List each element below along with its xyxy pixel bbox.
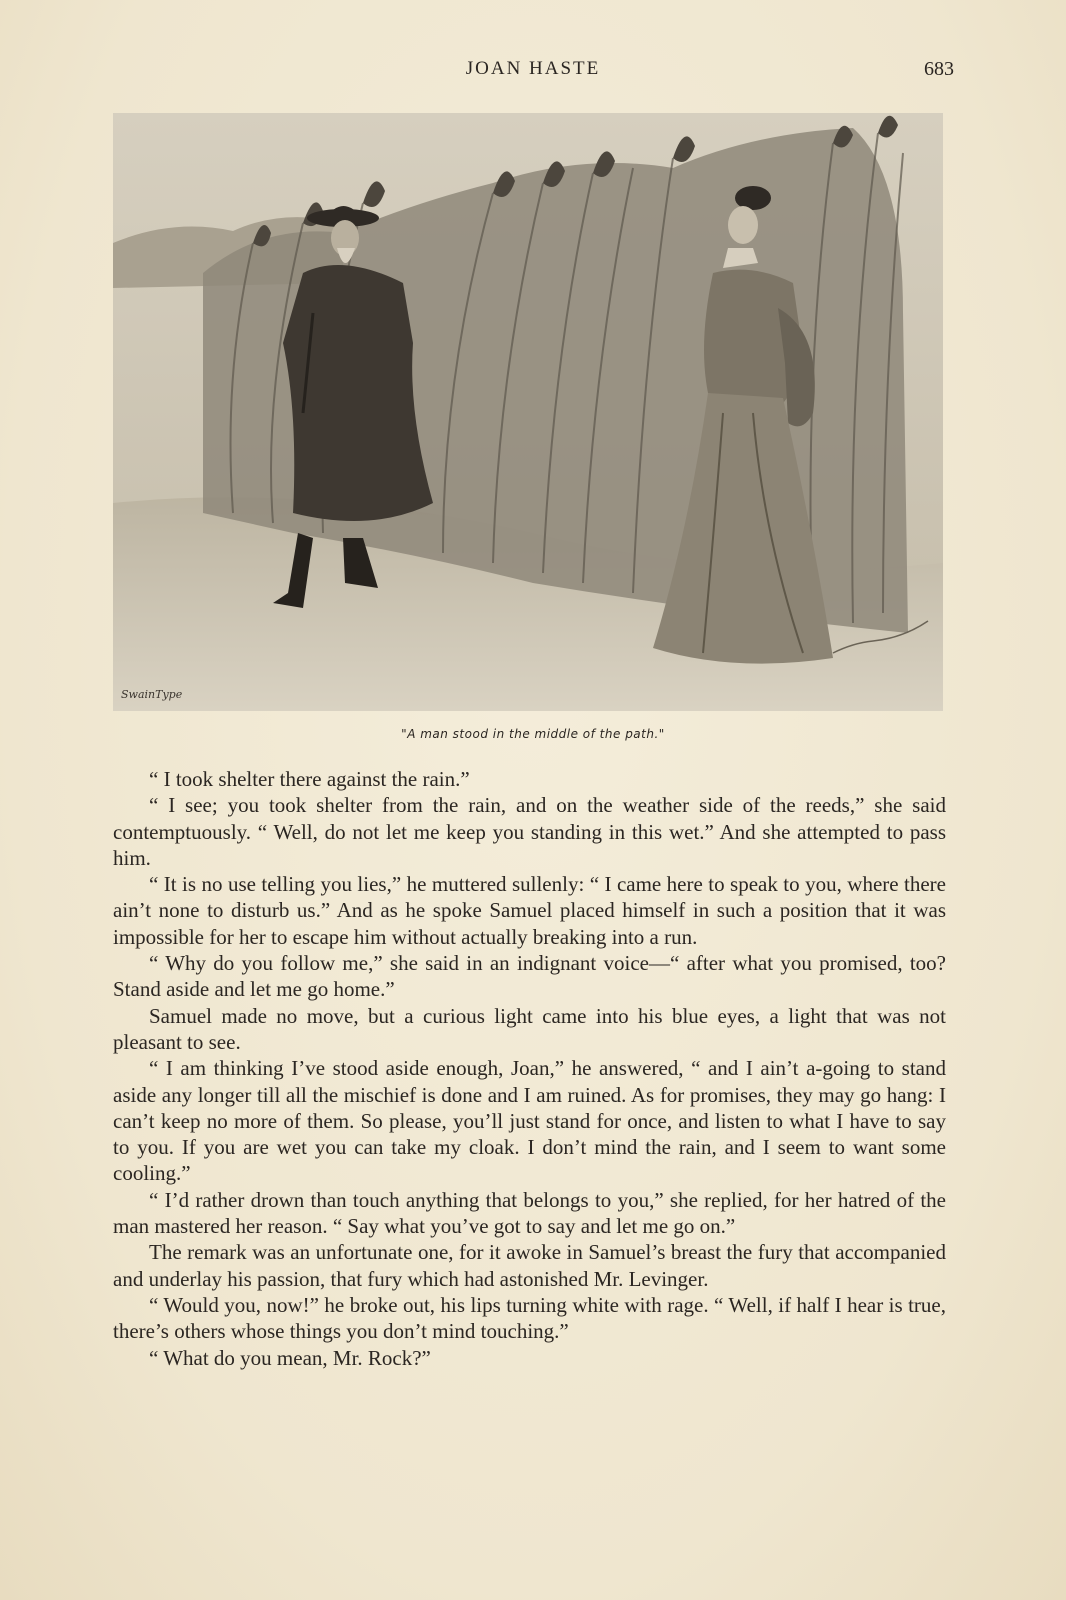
paragraph: Samuel made no move, but a curious light came into his blue eyes, a light that was not pleasant to see.	[113, 1003, 946, 1054]
paragraph: “ I took shelter there against the rain.”	[149, 767, 470, 791]
paragraph: “ Would you, now!” he broke out, his lips turning white with rage. “ Well, if half I hear is true, there’s others whose things you don’t mind touching.”	[113, 1292, 946, 1344]
engraving-illustration-icon	[113, 113, 943, 711]
paragraph: “ It is no use telling you lies,” he muttered sullenly: “ I came here to speak to you, where there ain’t none to disturb us.” And as he spoke Samuel placed himself in such a position that it was impossible for her to escape him without actually breaking into a run.	[113, 872, 946, 949]
paragraph: “ Why do you follow me,” she said in an indignant voice—“ after what you promised, too? Stand aside and let me go home.”	[113, 951, 946, 1002]
body-text	[113, 766, 946, 1371]
running-title: JOAN HASTE	[465, 58, 601, 79]
illustration-caption: "A man stood in the middle of the path."	[401, 727, 665, 741]
page-number: 683	[924, 58, 954, 80]
engraver-signature: SwainType	[121, 688, 183, 701]
paragraph: The remark was an unfortunate one, for it awoke in Samuel’s breast the fury that accompanied and underlay his passion, that fury which had astonished Mr. Levinger.	[113, 1240, 946, 1291]
paragraph: “ What do you mean, Mr. Rock?”	[149, 1345, 431, 1370]
paragraph: “ I’d rather drown than touch anything that belongs to you,” she replied, for her hatred of the man mastered her reason. “ Say what you’ve got to say and let me go on.”	[113, 1187, 946, 1239]
illustration-plate	[113, 113, 943, 711]
paragraph: “ I see; you took shelter from the rain, and on the weather side of the reeds,” she said contemptuously. “ Well, do not let me keep you standing in this wet.” And she attempted to pass him.	[113, 793, 946, 870]
paragraph: “ I am thinking I’ve stood aside enough, Joan,” he answered, “ and I ain’t a-going to stand aside any longer till all the mischief is done and I am ruined. As for promises, they may go hang: I can’t keep no more of them. So please, you’ll just stand for once, and listen to what I have to say to you. If you are wet you can take my cloak. I don’t mind the rain, and I seem to want some cooling.”	[113, 1056, 946, 1186]
